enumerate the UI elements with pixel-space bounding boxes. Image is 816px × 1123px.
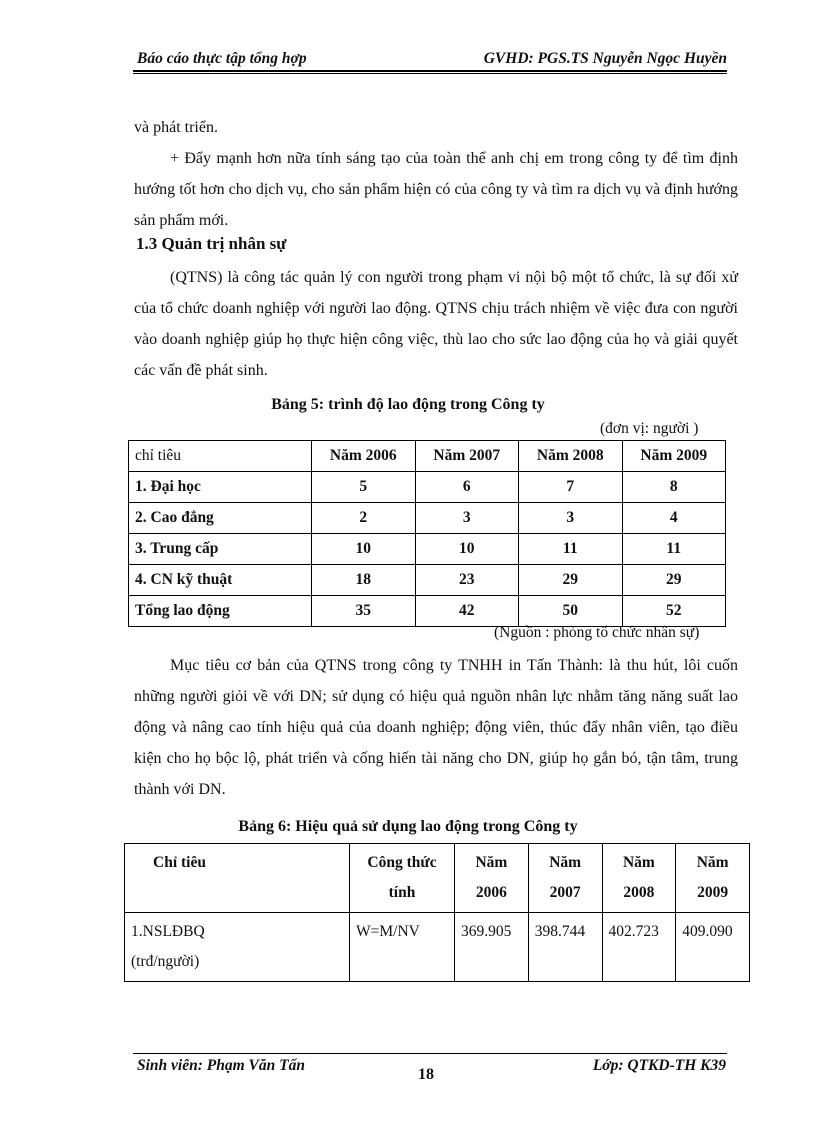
table5-unit: (đơn vị: người ) bbox=[600, 420, 699, 437]
table-row bbox=[129, 596, 726, 627]
cell: 18 bbox=[312, 565, 416, 596]
table5-source: (Nguồn : phòng tổ chức nhân sự) bbox=[494, 624, 700, 641]
header-cell: Năm 2007 bbox=[528, 844, 602, 913]
header-rule-thin bbox=[133, 73, 727, 74]
row-label: 3. Trung cấp bbox=[129, 534, 312, 565]
cell: 369.905 bbox=[455, 913, 529, 982]
cell: 5 bbox=[312, 472, 416, 503]
cell: 50 bbox=[519, 596, 623, 627]
header-cell: Năm 2006 bbox=[455, 844, 529, 913]
table-header-row bbox=[125, 844, 750, 913]
cell: W=M/NV bbox=[350, 913, 455, 982]
header-cell: Năm 2008 bbox=[519, 441, 623, 472]
table-row bbox=[129, 472, 726, 503]
header-cell: Năm 2009 bbox=[676, 844, 750, 913]
cell: 8 bbox=[622, 472, 726, 503]
table6 bbox=[124, 843, 750, 982]
row-label: 1. Đại học bbox=[129, 472, 312, 503]
cell: 409.090 bbox=[676, 913, 750, 982]
row-label: Tổng lao động bbox=[129, 596, 312, 627]
row-label: 4. CN kỹ thuật bbox=[129, 565, 312, 596]
footer-rule bbox=[133, 1053, 727, 1054]
header-cell: Chỉ tiêu bbox=[125, 844, 350, 913]
cell: 6 bbox=[415, 472, 519, 503]
table-row bbox=[129, 565, 726, 596]
page-number: 18 bbox=[418, 1066, 434, 1083]
header-cell: Công thức tính bbox=[350, 844, 455, 913]
cell: 10 bbox=[415, 534, 519, 565]
footer-left: Sinh viên: Phạm Văn Tấn bbox=[137, 1057, 305, 1074]
paragraph-1: và phát triển. bbox=[134, 119, 218, 136]
row-label: 2. Cao đẳng bbox=[129, 503, 312, 534]
cell: 29 bbox=[519, 565, 623, 596]
cell: 3 bbox=[519, 503, 623, 534]
cell: 402.723 bbox=[602, 913, 676, 982]
header-rule bbox=[133, 70, 727, 72]
cell: 2 bbox=[312, 503, 416, 534]
table-row bbox=[125, 913, 750, 982]
table-row bbox=[129, 503, 726, 534]
header-right: GVHD: PGS.TS Nguyễn Ngọc Huyền bbox=[483, 50, 727, 67]
header-cell: chỉ tiêu bbox=[129, 441, 312, 472]
cell: 11 bbox=[519, 534, 623, 565]
table-row bbox=[129, 534, 726, 565]
header-cell: Năm 2006 bbox=[312, 441, 416, 472]
cell: 4 bbox=[622, 503, 726, 534]
cell: 29 bbox=[622, 565, 726, 596]
table6-caption: Bảng 6: Hiệu quả sử dụng lao động trong Công ty bbox=[238, 818, 578, 835]
table-header-row bbox=[129, 441, 726, 472]
cell: 42 bbox=[415, 596, 519, 627]
paragraph-4: Mục tiêu cơ bản của QTNS trong công ty TNHH in Tấn Thành: là thu hút, lôi cuốn những người giỏi về với DN; sử dụng có hiệu quả nguồn nhân lực nhằm tăng năng suất lao động và nâng cao tính hiệu quả của doanh nghiệp; động viên, thúc đẩy nhân viên, tạo điều kiện cho họ bộc lộ, phát triển và cống hiến tài năng cho DN, giúp họ gắn bó, tận tâm, trung thành với DN. bbox=[134, 657, 738, 798]
paragraph-3: (QTNS) là công tác quản lý con người trong phạm vi nội bộ một tổ chức, là sự đối xử của tổ chức doanh nghiệp với người lao động. QTNS chịu trách nhiệm về việc đưa con người vào doanh nghiệp giúp họ thực hiện công việc, thù lao cho sức lao động của họ và giải quyết các vấn đề phát sinh. bbox=[134, 269, 738, 379]
header-cell: Năm 2008 bbox=[602, 844, 676, 913]
paragraph-2: + Đẩy mạnh hơn nữa tính sáng tạo của toàn thể anh chị em trong công ty để tìm định hướng tốt hơn cho dịch vụ, cho sản phẩm hiện có của công ty và tìm ra dịch vụ và định hướng sản phẩm mới. bbox=[134, 150, 738, 229]
cell: 398.744 bbox=[528, 913, 602, 982]
table5-caption: Bảng 5: trình độ lao động trong Công ty bbox=[271, 396, 545, 413]
cell: 23 bbox=[415, 565, 519, 596]
header-cell: Năm 2009 bbox=[622, 441, 726, 472]
cell: 11 bbox=[622, 534, 726, 565]
footer-right: Lớp: QTKD-TH K39 bbox=[592, 1057, 726, 1074]
cell: 35 bbox=[312, 596, 416, 627]
table5 bbox=[128, 440, 726, 627]
cell: 52 bbox=[622, 596, 726, 627]
cell: 10 bbox=[312, 534, 416, 565]
page-header bbox=[133, 48, 727, 70]
cell: 3 bbox=[415, 503, 519, 534]
row-label: 1.NSLĐBQ (trđ/người) bbox=[125, 913, 350, 982]
header-left: Báo cáo thực tập tổng hợp bbox=[137, 50, 307, 67]
cell: 7 bbox=[519, 472, 623, 503]
header-cell: Năm 2007 bbox=[415, 441, 519, 472]
section-heading: 1.3 Quản trị nhân sự bbox=[136, 234, 287, 253]
